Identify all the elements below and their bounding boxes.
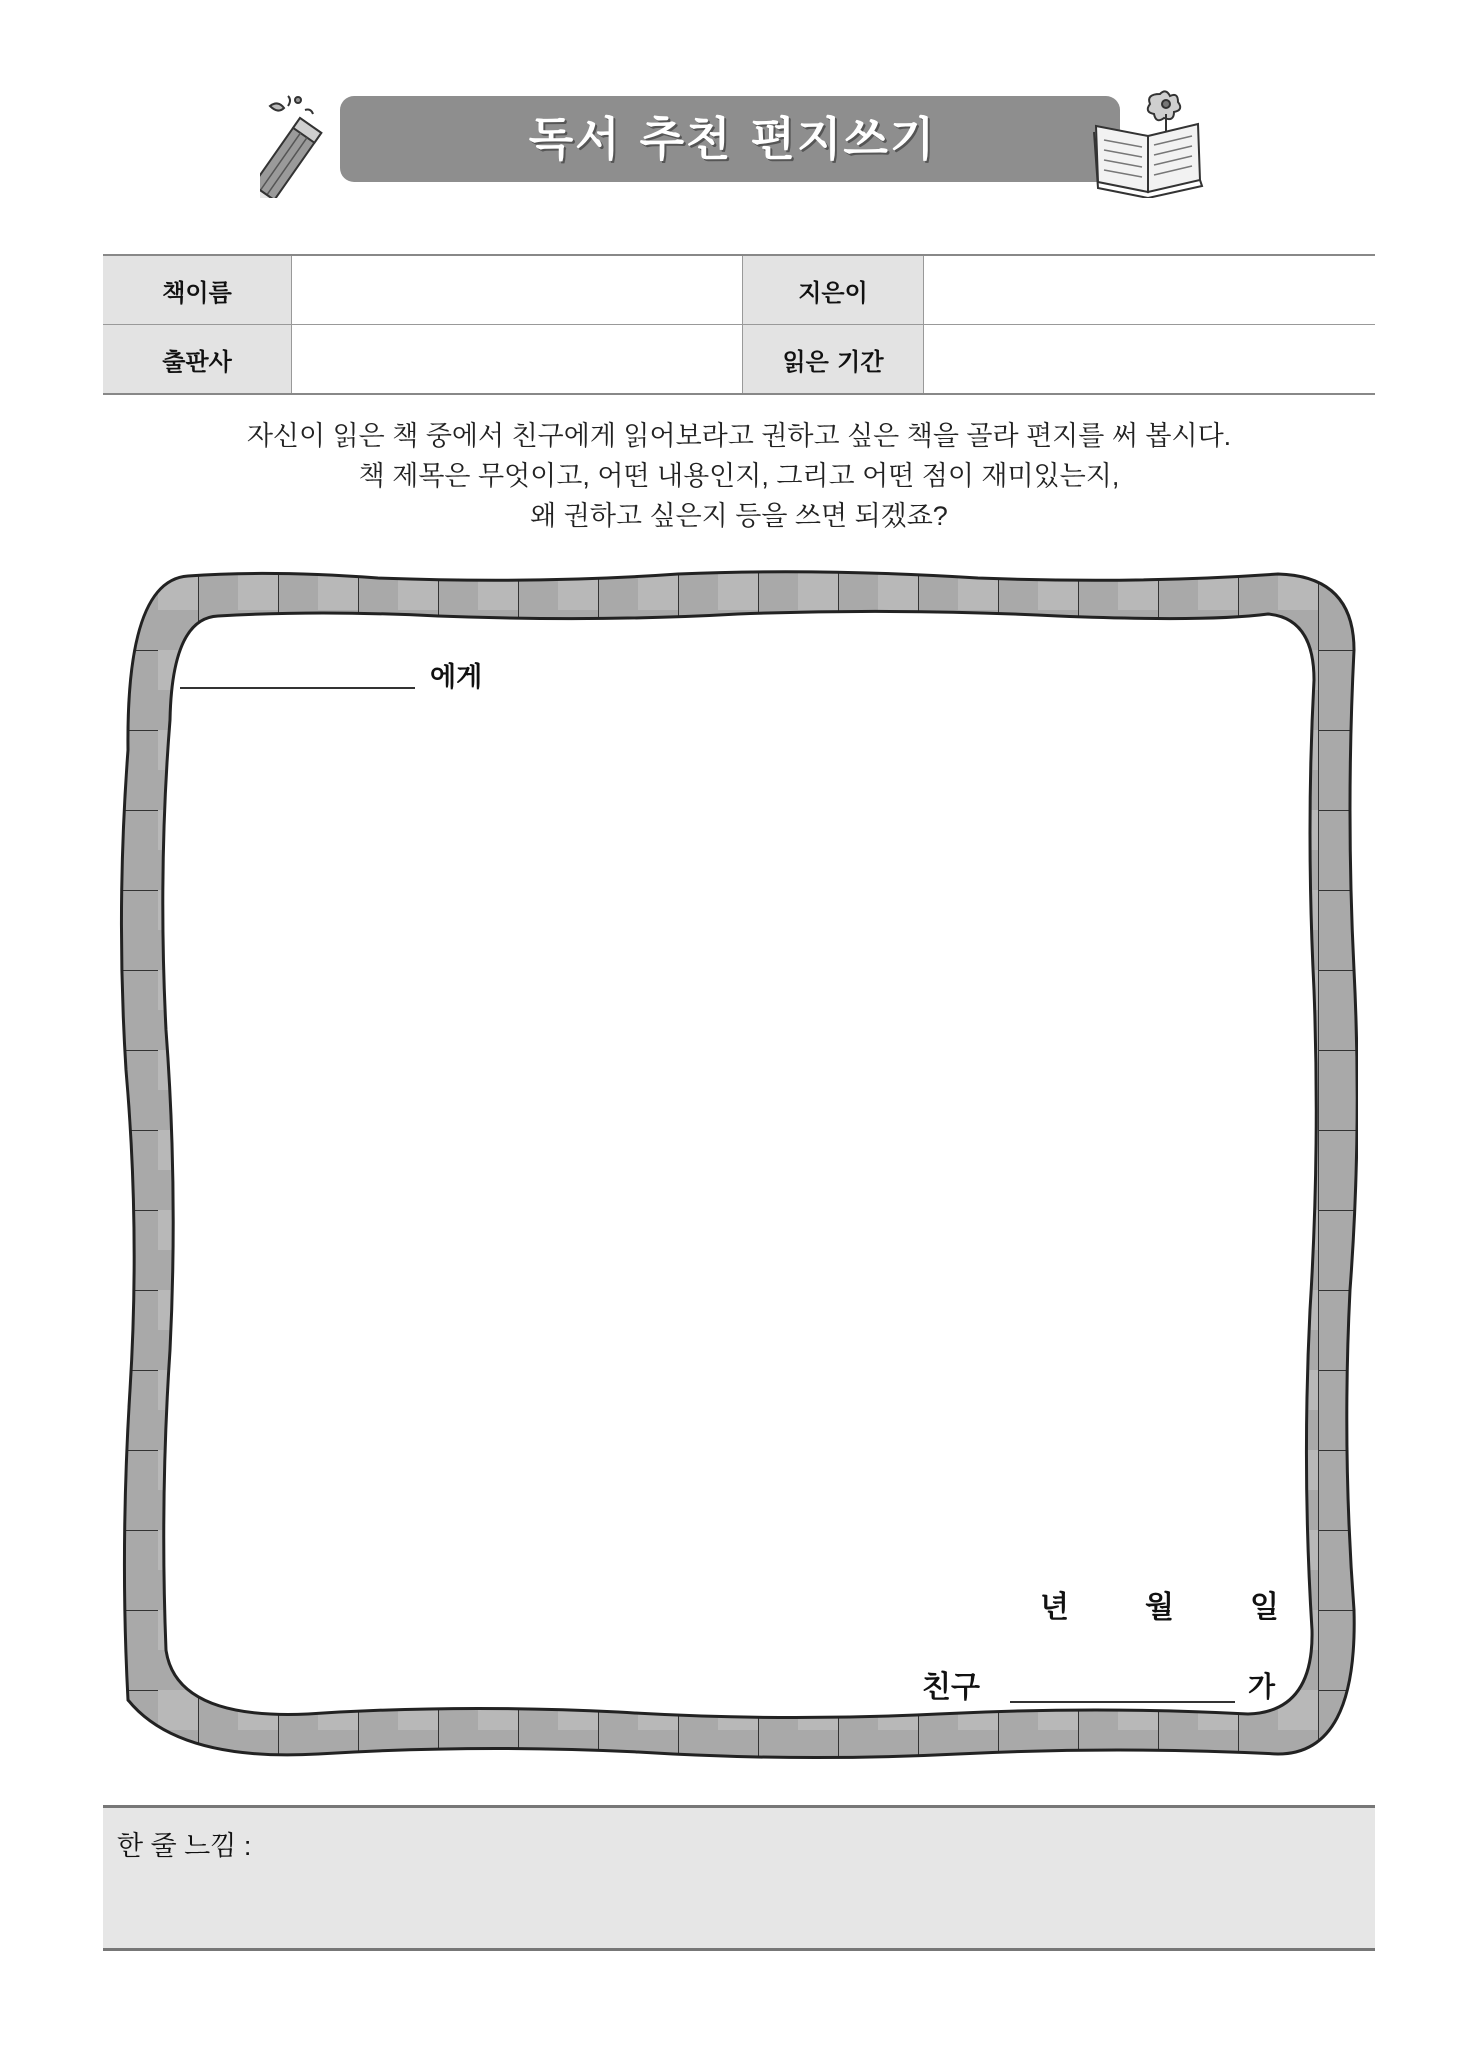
publisher-label: 출판사 bbox=[103, 325, 292, 395]
friend-label: 친구 bbox=[922, 1670, 980, 1705]
table-row bbox=[103, 255, 1375, 325]
letter-date bbox=[1040, 1582, 1290, 1625]
open-book-icon bbox=[1090, 88, 1205, 198]
publisher-field[interactable] bbox=[292, 325, 743, 395]
reading-period-label: 읽은 기간 bbox=[743, 325, 924, 395]
author-field[interactable] bbox=[924, 255, 1376, 325]
reading-period-field[interactable] bbox=[924, 325, 1376, 395]
author-label: 지은이 bbox=[743, 255, 924, 325]
instruction-line: 자신이 읽은 책 중에서 친구에게 읽어보라고 권하고 싶은 책을 골라 편지를 써 봅시다. bbox=[246, 421, 1232, 451]
instructions bbox=[103, 416, 1375, 536]
recipient-blank[interactable] bbox=[180, 687, 415, 689]
year-label: 년 bbox=[1040, 1590, 1069, 1625]
month-label: 월 bbox=[1145, 1590, 1174, 1625]
instruction-line: 책 제목은 무엇이고, 어떤 내용인지, 그리고 어떤 점이 재미있는지, bbox=[358, 461, 1120, 491]
day-label: 일 bbox=[1250, 1590, 1279, 1625]
recipient-suffix: 에게 bbox=[430, 662, 483, 693]
book-name-field[interactable] bbox=[292, 255, 743, 325]
page-title: 독서 추천 편지쓰기 bbox=[528, 112, 937, 166]
sender-suffix: 가 bbox=[1248, 1670, 1276, 1703]
book-name-label: 책이름 bbox=[103, 255, 292, 325]
book-info-table bbox=[103, 254, 1375, 395]
one-line-feeling-box[interactable] bbox=[103, 1805, 1375, 1951]
sender-blank[interactable] bbox=[1010, 1701, 1235, 1703]
instruction-line: 왜 권하고 싶은지 등을 쓰면 되겠죠? bbox=[530, 501, 948, 531]
table-row bbox=[103, 325, 1375, 395]
feeling-label: 한 줄 느낌 : bbox=[117, 1831, 252, 1861]
title-banner bbox=[260, 88, 1205, 198]
